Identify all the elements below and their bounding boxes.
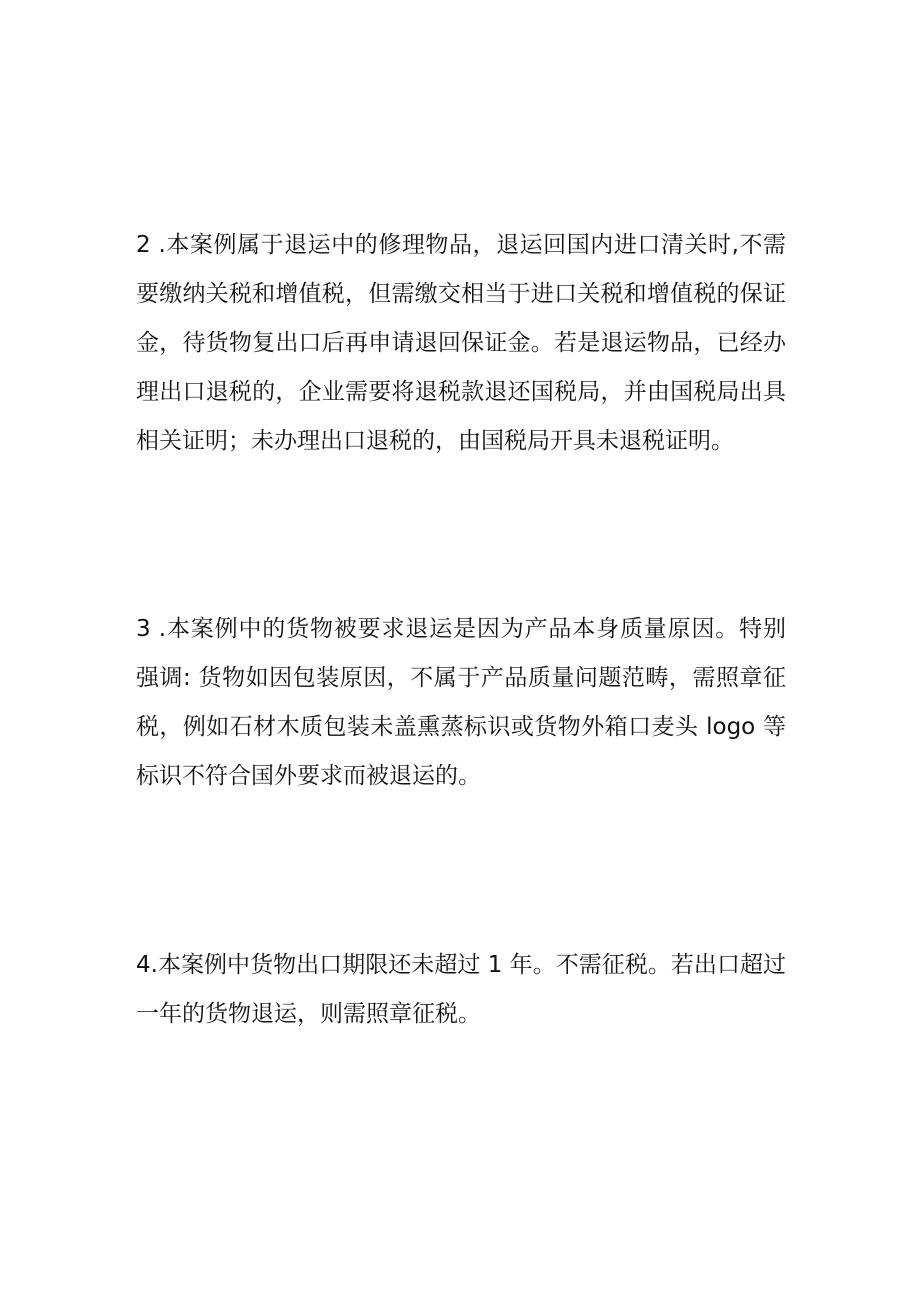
paragraph-4: 4.本案例中货物出口期限还未超过 1 年。不需征税。若出口超过一年的货物退运，则需照章征税。 [136, 952, 786, 1027]
paragraph-3: 3 .本案例中的货物被要求退运是因为产品本身质量原因。特别强调: 货物如因包装原因，不属于产品质量问题范畴，需照章征税，例如石材木质包装未盖熏蒸标识或货物外箱口麦头 logo 等标识不符合国外要求而被退运的。 [136, 616, 786, 789]
paragraph-2: 2 .本案例属于退运中的修理物品，退运回国内进口清关时,不需要缴纳关税和增值税，但需缴交相当于进口关税和增值税的保证金，待货物复出口后再申请退回保证金。若是退运物品，已经办理出口退税的，企业需要将退税款退还国税局，并由国税局出具相关证明；未办理出口退税的，由国税局开具未退税证明。 [136, 232, 786, 454]
